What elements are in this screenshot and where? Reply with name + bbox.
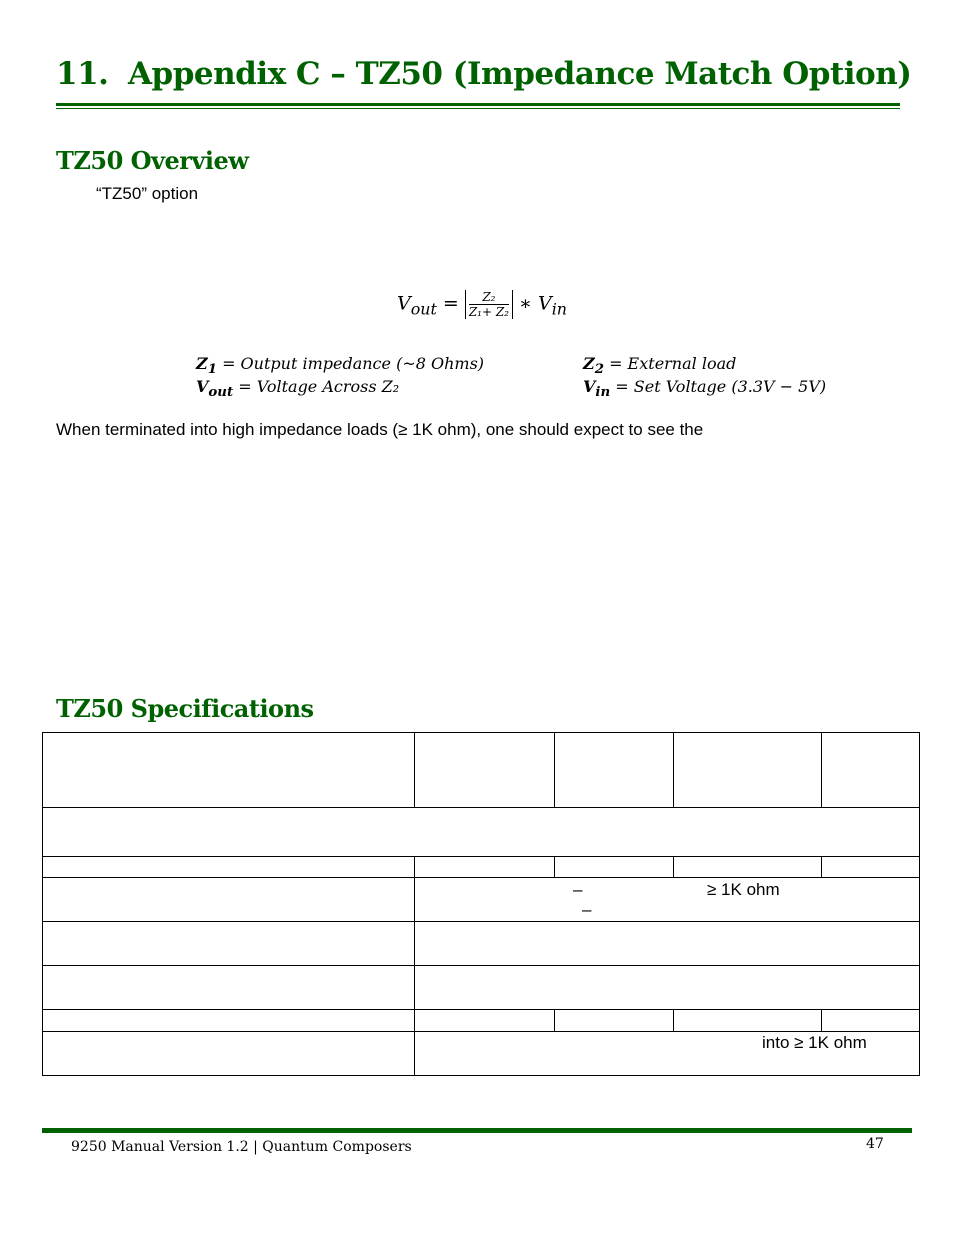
page-number: 47 — [866, 1136, 884, 1152]
specifications-title: TZ50 Specifications — [56, 694, 314, 723]
formula-lhs-sub: out — [410, 299, 437, 319]
overview-title: TZ50 Overview — [56, 146, 249, 175]
table-cell — [414, 856, 555, 878]
footer-text: 9250 Manual Version 1.2 | Quantum Composers — [71, 1139, 412, 1155]
def-symbol: Z — [196, 354, 208, 373]
definition-z1 — [196, 354, 484, 377]
def-sub: out — [208, 384, 234, 401]
table-cell — [673, 732, 822, 808]
table-cell — [42, 1031, 415, 1076]
table-cell — [414, 965, 920, 1010]
table-cell — [42, 877, 415, 922]
formula-rhs: ∗ V — [519, 292, 552, 315]
def-text: = Voltage Across Z₂ — [238, 377, 400, 396]
table-cell — [554, 732, 674, 808]
definition-vout — [196, 377, 399, 400]
dash-text: – — [582, 900, 592, 919]
heading-number: 11. — [56, 56, 109, 92]
table-cell — [821, 732, 920, 808]
table-cell — [42, 856, 415, 878]
formula-rhs-sub: in — [551, 299, 567, 319]
def-symbol: Z — [583, 354, 595, 373]
table-cell — [821, 856, 920, 878]
footer-rule — [42, 1128, 912, 1133]
overview-paragraph: When terminated into high impedance loads (≥ 1K ohm), one should expect to see the — [56, 420, 704, 439]
heading-rule-thin — [56, 108, 900, 109]
fraction-numerator: Z₂ — [469, 290, 509, 305]
def-sub: in — [595, 384, 611, 401]
def-text: = Set Voltage (3.3V − 5V) — [615, 377, 827, 396]
table-cell — [414, 1031, 920, 1076]
table-cell — [42, 965, 415, 1010]
formula-fraction — [465, 290, 513, 319]
table-cell — [42, 732, 415, 808]
formula-lhs: V — [397, 292, 411, 315]
def-text: = External load — [609, 354, 737, 373]
table-cell — [673, 1009, 822, 1032]
table-cell — [554, 1009, 674, 1032]
table-cell — [414, 732, 555, 808]
def-text: = Output impedance (~8 Ohms) — [222, 354, 485, 373]
definition-vin — [583, 377, 826, 400]
definition-z2 — [583, 354, 736, 377]
def-symbol: V — [196, 377, 209, 396]
table-cell — [414, 877, 920, 922]
formula: $V_{out}$ = $\frac{\text{Z₂}}{\text{Z₁+ Z₂}}$ ∗ $V_{in}$ — [397, 290, 567, 319]
def-sub: 2 — [594, 361, 604, 378]
table-cell — [554, 856, 674, 878]
overview-intro: “TZ50” option — [96, 184, 199, 203]
load-text: ≥ 1K ohm — [707, 880, 780, 899]
table-cell — [42, 921, 415, 966]
heading-rule — [56, 103, 900, 106]
table-cell — [414, 1009, 555, 1032]
dash-text: – — [573, 880, 583, 899]
table-cell — [414, 921, 920, 966]
def-symbol: V — [583, 377, 596, 396]
table-cell — [42, 1009, 415, 1032]
page-heading — [56, 56, 911, 92]
table-cell — [821, 1009, 920, 1032]
fraction-denominator: Z₁+ Z₂ — [468, 305, 509, 319]
load-text: into ≥ 1K ohm — [762, 1033, 867, 1052]
heading-title: Appendix C – TZ50 (Impedance Match Option) — [128, 56, 912, 92]
def-sub: 1 — [207, 361, 217, 378]
table-cell — [673, 856, 822, 878]
table-cell — [42, 807, 920, 857]
